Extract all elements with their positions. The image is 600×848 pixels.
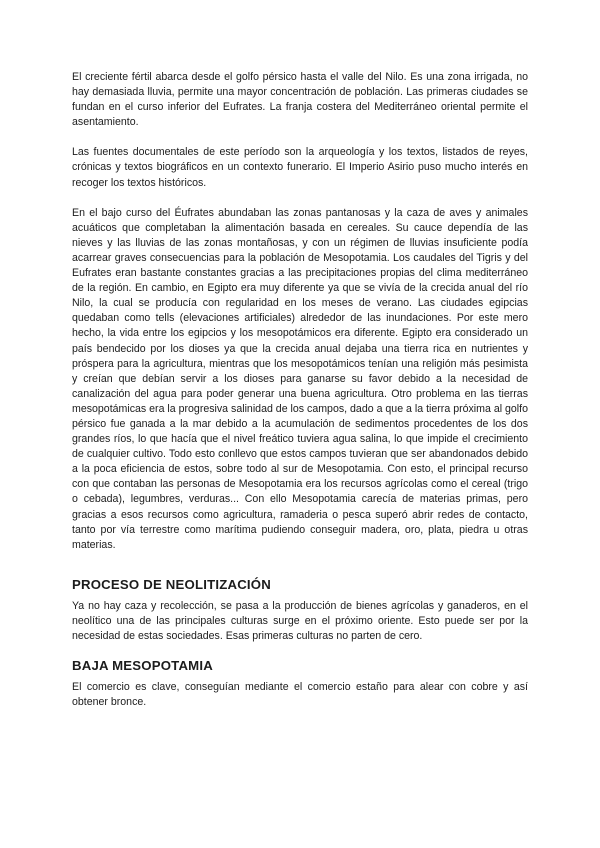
section-spacer [72, 644, 528, 658]
document-body [72, 70, 528, 710]
section-heading-neolitizacion: PROCESO DE NEOLITIZACIÓN [72, 576, 271, 592]
paragraph-spacer [72, 130, 528, 145]
section-spacer [72, 553, 528, 577]
section-text-neolitizacion: Ya no hay caza y recolección, se pasa a la producción de bienes agrícolas y ganaderos, en el neolítico una de las principales culturas surge en el próximo oriente. Esto puede ser por la necesidad de estas sociedades. Esas primeras culturas no parten de cero. [72, 599, 528, 642]
intro-paragraph: El creciente fértil abarca desde el golfo pérsico hasta el valle del Nilo. Es una zona irrigada, no hay demasiada lluvia, permite una mayor concentración de población. Las primeras ciudades se fundan en el curso inferior del Eufrates. La franja costera del Mediterráneo oriental permite el asentamiento. [72, 71, 528, 129]
section-text-baja-mesopotamia: El comercio es clave, conseguían mediante el comercio estaño para alear con cobre y así obtener bronce. [72, 681, 528, 709]
geography-paragraph: En el bajo curso del Éufrates abundaban las zonas pantanosas y la caza de aves y animales acuáticos que completaban la alimentación basada en cereales. Su cauce dependía de las nieves y las lluvias de las zonas montañosas, y con un régimen de lluvias insuficiente podía acarrear graves consecuencias para la población de Mesopotamia. Los caudales del Tigris y del Eufrates eran bastante constantes gracias a las precipitaciones propias del clima mediterráneo de la región. En cambio, en Egipto era muy diferente ya que se vivía de la crecida anual del río Nilo, la cual se producía con regularidad en los meses de verano. Las ciudades egipcias quedaban como tells (elevaciones artificiales) alrededor de las inundaciones. Por este mero hecho, la vida entre los egipcios y los mesopotámicos era diferente. Egipto era considerado un país bendecido por los dioses ya que la crecida anual dejaba una tierra rica en nutrientes y próspera para la agricultura, mientras que los mesopotámicos tenían una religión más pesimista y creían que debían servir a los dioses para ganarse su favor debido a la necesidad de canalización del agua para poder generar una buena agricultura. Otro problema en las tierras mesopotámicas era la progresiva salinidad de los campos, dado a que a la tierra próxima al golfo pérsico fue ganada a la mar debido a la acumulación de sedimentos procedentes de los dos grandes ríos, lo que hacía que el nivel freático tuviera agua salina, lo que impide el crecimiento de cualquier cultivo. Todo esto conllevo que estos campos tuvieran que ser abandonados debido a la poca eficiencia de estos, sobre todo al sur de Mesopotamia. Con esto, el principal recurso con que contaban las personas de Mesopotamia era los recursos agrícolas como el cereal (trigo o cebada), legumbres, verduras... Con ello Mesopotamia carecía de materias primas, pero gracias a esos recursos como agricultura, ramaderia o pesca superó abrir redes de contacto, tanto por vía terrestre como marítima pudiendo conseguir madera, oro, plata, piedra u otras materias. [72, 206, 528, 551]
paragraph-spacer [72, 191, 528, 206]
sources-paragraph: Las fuentes documentales de este período son la arqueología y los textos, listados de reyes, crónicas y textos biográficos en un contexto funerario. El Imperio Asirio puso mucho interés en recoger los textos históricos. [72, 146, 528, 189]
section-heading-baja-mesopotamia: BAJA MESOPOTAMIA [72, 658, 213, 674]
